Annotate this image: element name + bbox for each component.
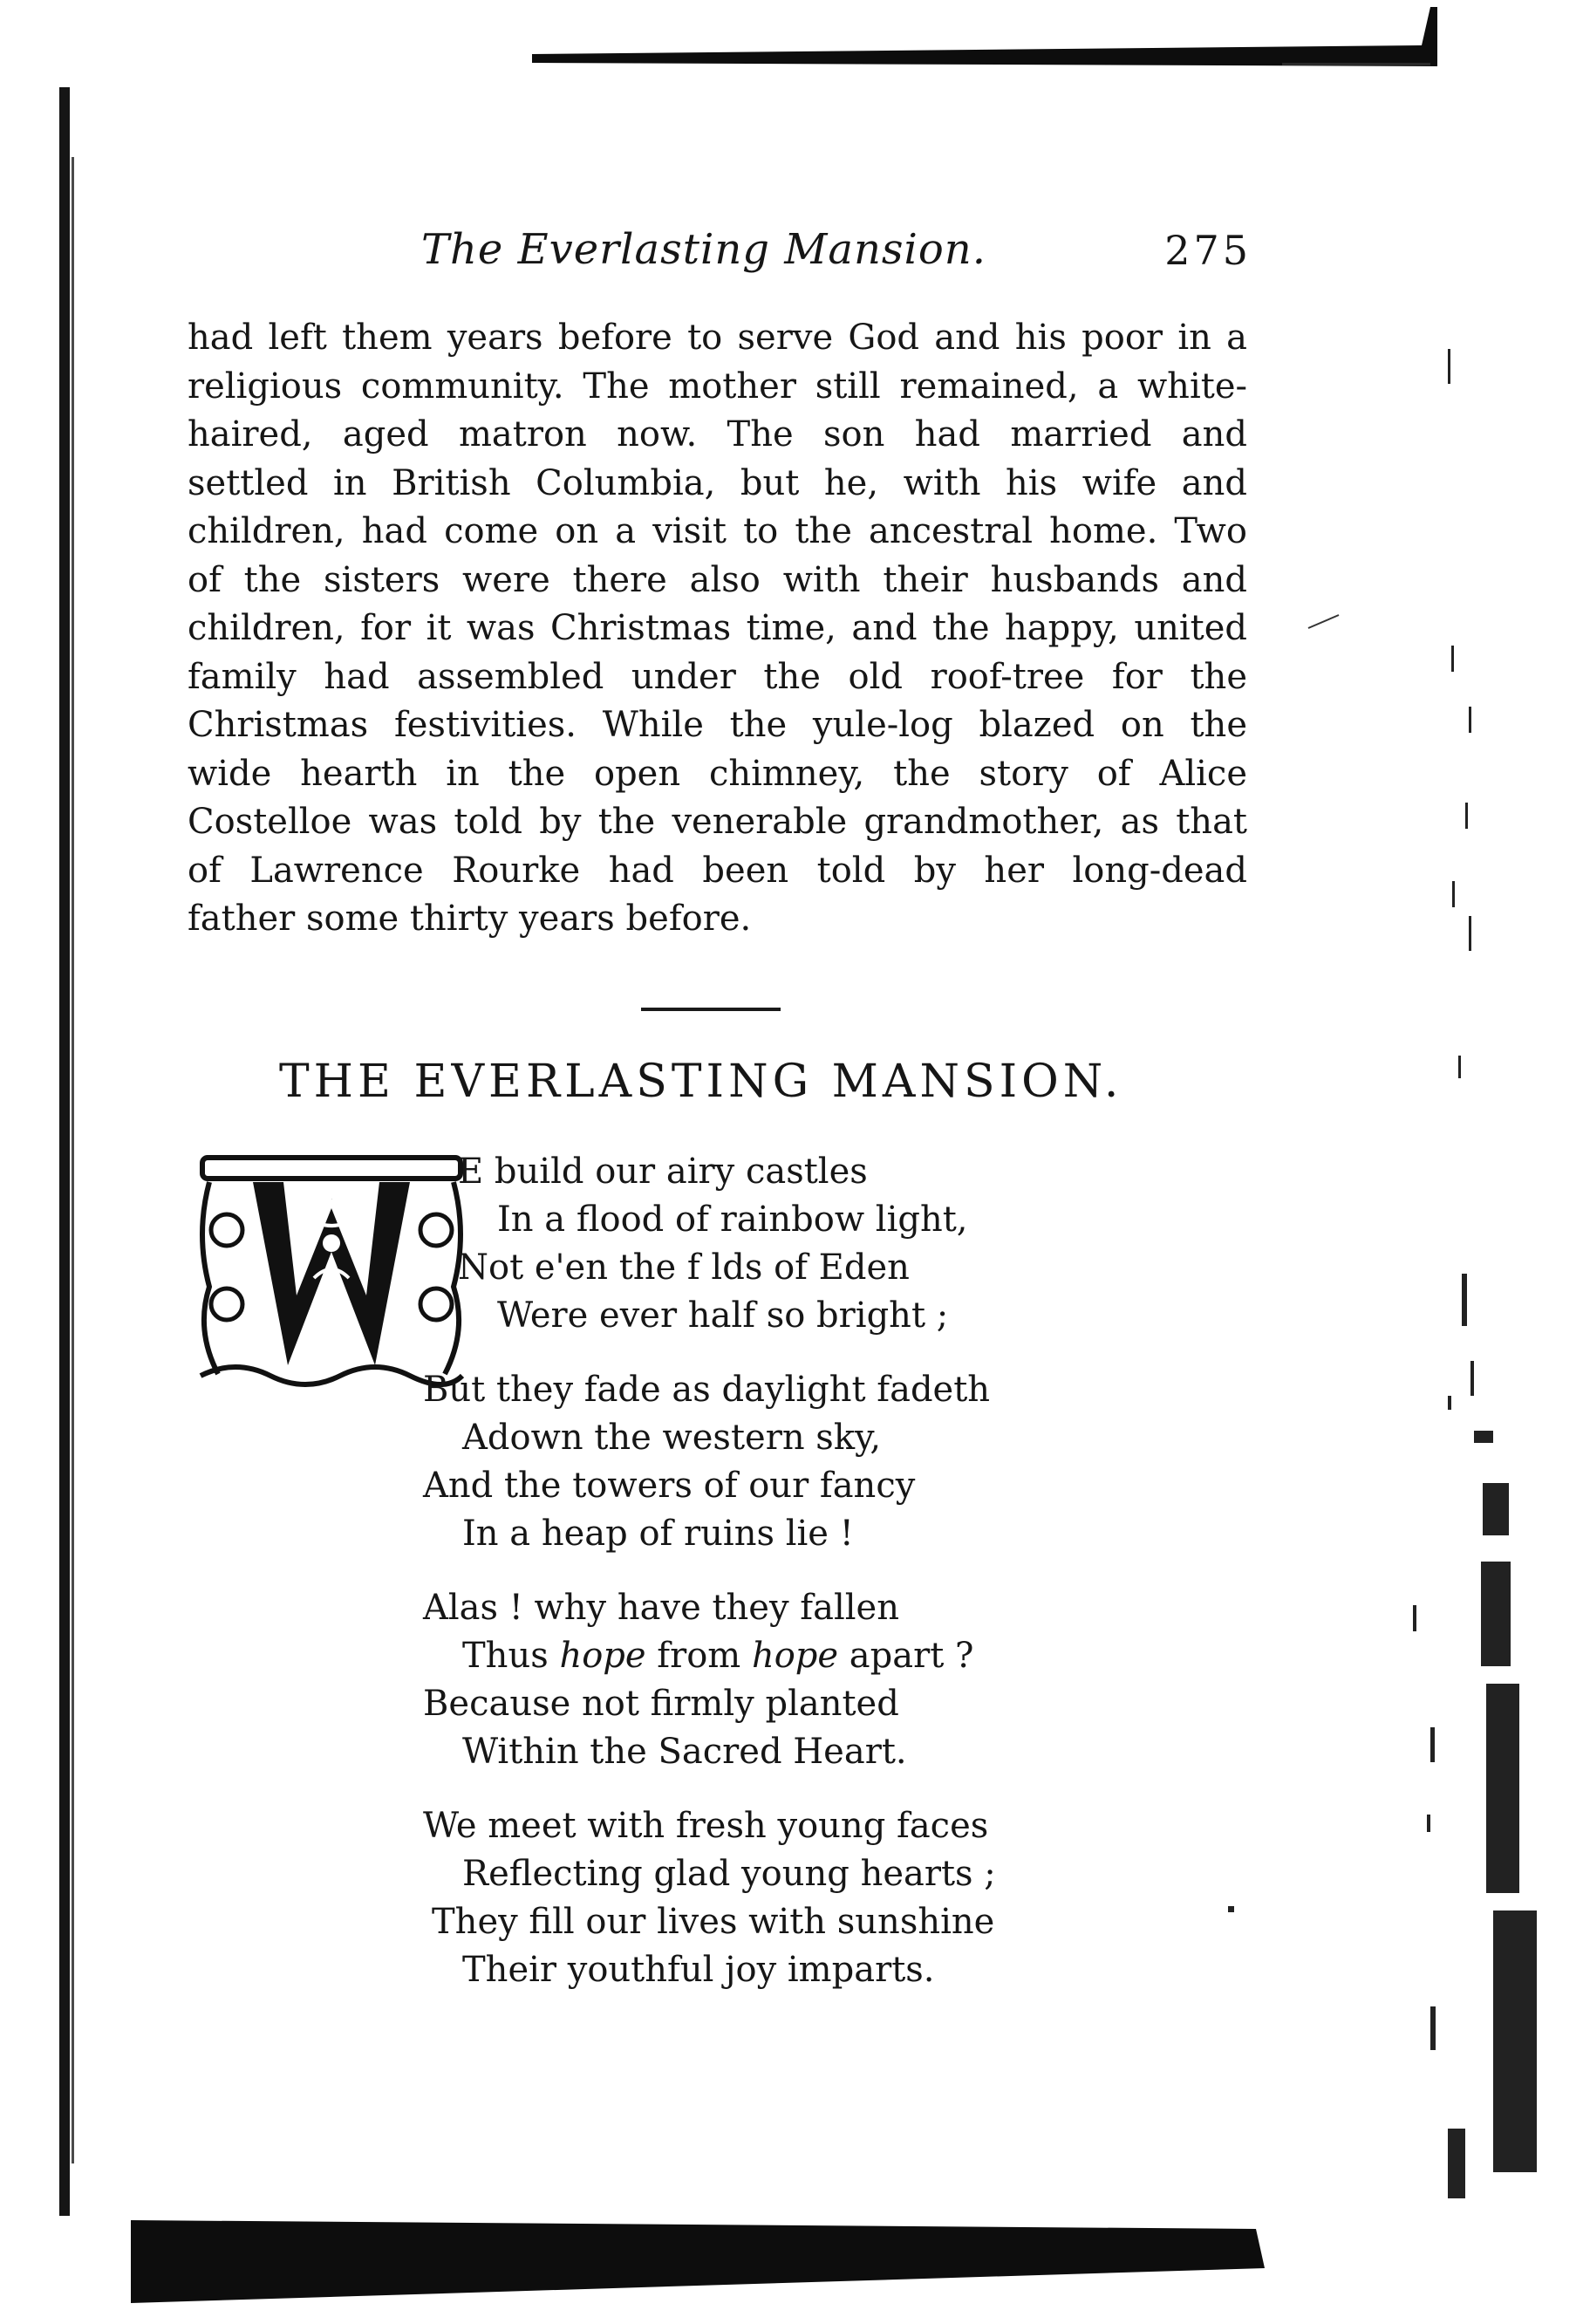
prose-line: family had assembled under the old roof-tree for the [188,656,1247,697]
section-divider [641,1008,781,1011]
poem-line: And the towers of our fancy [423,1466,916,1506]
poem-line: Alas ! why have they fallen [423,1588,899,1628]
poem-line: Reflecting glad young hearts ; [462,1854,996,1894]
poem-line: Were ever half so bright ; [497,1295,949,1336]
poem-text: apart ? [838,1636,974,1676]
stray-mark [1308,615,1339,628]
poem-line: In a heap of ruins lie ! [462,1514,854,1554]
prose-line: of the sisters were there also with their husbands and [188,559,1247,600]
poem-line: In a flood of rainbow light, [497,1200,968,1240]
poem-title: THE EVERLASTING MANSION. [279,1056,1123,1108]
poem-line: Not e'en the f lds of Eden [458,1247,910,1288]
top-edge-thin [1282,63,1430,65]
top-edge-bar [532,7,1437,66]
running-header [188,225,1269,286]
poem-line [462,1636,973,1676]
prose-line: had left them years before to serve God and his poor in a [188,318,1247,358]
poem-text: from [645,1636,752,1676]
bottom-edge-bar [131,2220,1265,2303]
prose-line: children, for it was Christmas time, and the happy, united [188,608,1247,648]
prose-line: children, had come on a visit to the ancestral home. Two [188,511,1247,551]
prose-line: haired, aged matron now. The son had married and [188,414,1247,455]
prose-line: Christmas festivities. While the yule-log blazed on the [188,705,1247,745]
running-title: The Everlasting Mansion. [421,225,986,274]
left-edge-bar [59,87,70,2216]
poem-emphasis: hope [559,1636,646,1676]
prose-line: settled in British Columbia, but he, with his wife and [188,462,1247,503]
poem-line: Because not firmly planted [423,1684,899,1724]
prose-paragraph [188,314,1247,944]
page-number: 275 [1164,227,1252,274]
prose-line: father some thirty years before. [188,899,752,939]
poem-line: We meet with fresh young faces [423,1806,989,1846]
right-edge-speckles [1228,349,1537,2198]
prose-line: religious community. The mother still remained, a white- [188,366,1247,407]
poem-emphasis: hope [751,1636,839,1676]
prose-line: Costelloe was told by the venerable grandmother, as that [188,802,1247,842]
prose-line: wide hearth in the open chimney, the story of Alice [188,753,1247,794]
left-edge-thin [72,157,74,2163]
poem-line: Their youthful joy imparts. [462,1950,935,1990]
poem-line: They fill our lives with sunshine [432,1902,995,1942]
poem-line: Adown the western sky, [462,1418,882,1458]
poem-line: But they fade as daylight fadeth [423,1370,991,1410]
poem-line: E build our airy castles [458,1152,868,1192]
prose-line: of Lawrence Rourke had been told by her long-dead [188,850,1247,891]
poem-line: Within the Sacred Heart. [462,1732,907,1772]
poem-text: Thus [462,1636,560,1676]
drop-cap-ornament [192,1147,471,1396]
